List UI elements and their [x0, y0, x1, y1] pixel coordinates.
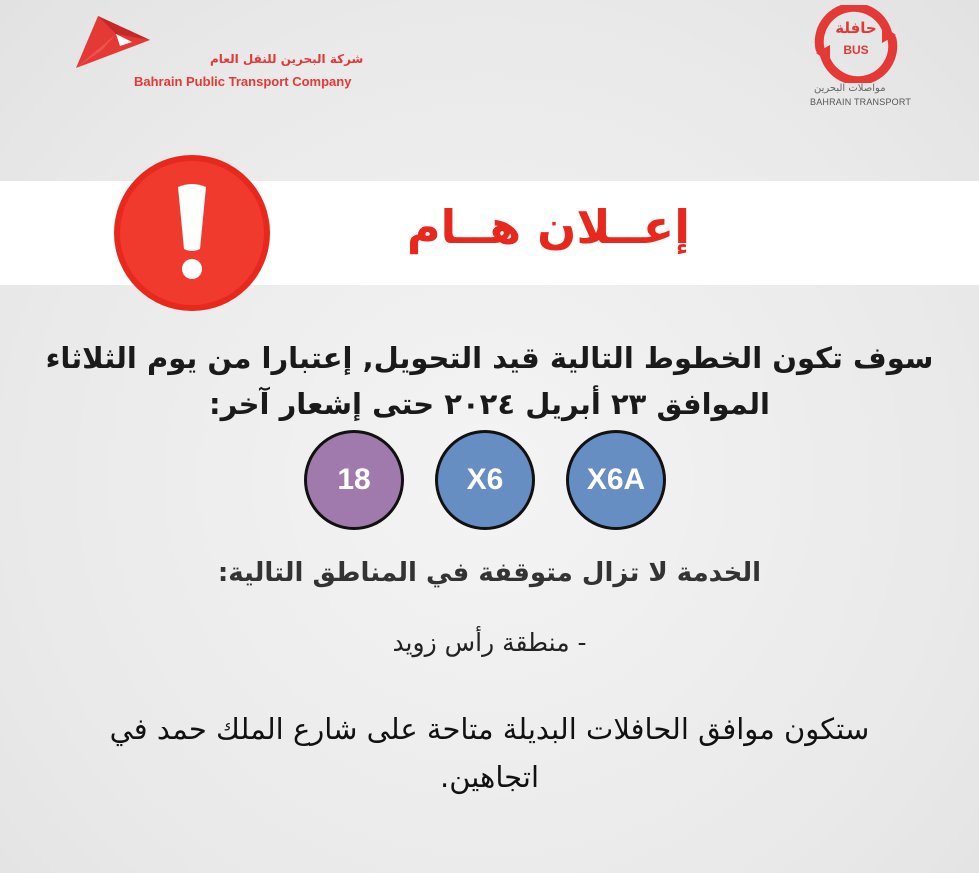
company-name-english: Bahrain Public Transport Company: [134, 74, 352, 89]
company-name-arabic: شركة البحرين للنقل العام: [210, 52, 364, 66]
triangle-arrow-logo-icon: [72, 12, 152, 72]
service-suspended-heading: الخدمة لا تزال متوقفة في المناطق التالية:: [217, 558, 762, 588]
affected-area-item: - منطقة رأس زويد: [392, 628, 587, 657]
bahrain-transport-arabic: مواصلات البحرين: [814, 83, 886, 94]
route-badge-18: 18: [304, 430, 404, 530]
bus-english-word: BUS: [843, 43, 869, 57]
bahrain-transport-english: BAHRAIN TRANSPORT: [810, 97, 912, 107]
route-badge-x6a: X6A: [566, 430, 666, 530]
company-logo: [72, 12, 382, 87]
route-badge-x6: X6: [435, 430, 535, 530]
bus-logo: [800, 5, 910, 110]
headline-line-2: الموافق ٢٣ أبريل ٢٠٢٤ حتى إشعار آخر:: [209, 387, 770, 421]
headline-line-1: سوف تكون الخطوط التالية قيد التحويل, إعتبارا من يوم الثلاثاء: [45, 341, 934, 375]
bus-arabic-word: حافلة: [835, 19, 877, 37]
diversion-headline: [10, 335, 969, 427]
alternative-stops-note: ستكون موافق الحافلات البديلة متاحة على شارع الملك حمد في اتجاهين.: [109, 712, 870, 794]
exclamation-warning-icon: [112, 153, 272, 313]
announcement-title: إعــلان هــام: [406, 200, 690, 254]
bus-circular-arrows-icon: [808, 5, 904, 83]
route-badges: [300, 430, 680, 540]
